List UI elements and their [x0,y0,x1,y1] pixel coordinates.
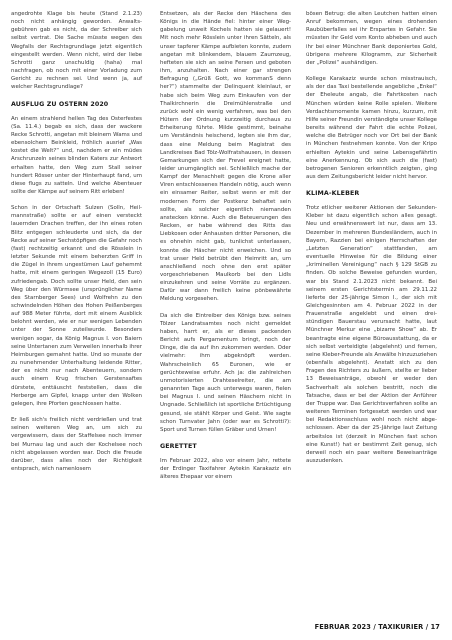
body-paragraph: Trotz etlicher weiterer Aktionen der Sekunden-Kleber ist dazu eigentlich schon alles gesagt. Neu und erwähnenswert ist nur, dass am 13. Dezember in mehreren Bundesländern, auch in Bayern, Razzien bei einigen Herrschaften der „Letzten Generation“ stattfanden, am eventuelle Hinweise für die Bildung einer „kriminellen Vereinigung“ nach § 129 StGB zu finden. Ob solche Beweise gefunden wurden, war bis Stand 2.1.2023 nicht bekannt. Bei seinem ersten Gerichtstermin am 29.11.22 lieferte der 25-jährige Simon I., der sich mit Gleichgesinnten am 4. Februar 2022 in der Frauenstraße angeklebt und einen dreistündigen Bauerstau verursacht hatte, laut Münchner Merkur eine „bizarre Show“ ab. Er beantragte eine eigene Büroausstattung, da er sich selbst verteidigte (abgelehnt) und fernen, seine Kleber-Freunde als Anwälte hinzuzuziehen (ebenfalls abgelehnt). Anstatt sich zu den Fragen des Richters zu äußern, stellte er lieber 13 Beweisanträge, obwohl er weder den Sachverhalt als solchen bestritt, noch die Tatsache, dass er bei der Aktion der Anführer der Truppe war. Das Gerichtsverfahren sollte an weiteren Terminen fortgesetzt werden und war bei Redaktionsschluss wohl noch nicht abgeschlossen. Aber da der 25-Jährige laut Zeitung arbeitslos ist (derzeit in München fast schon eine Kunst!) hat er bestimmt Zeit genug, sich derweil noch ein paar weitere Beweisanträge auszudenken. [306,205,437,464]
section-heading: KLIMA-KLEBER [306,190,360,198]
body-paragraph: angedrohte Klage bis heute (Stand 2.1.23) noch nicht anhängig geworden. Anwaltsgebühren gab es nicht, da der Schreiber sich selbst vertrat. Die Sache müsste wegen des Wegfalls der Rechtsgrundlage jetzt eigentlich eingestellt werden. Wenn nicht, wird der liebe Schrotti ganz unschuldig (haha) mal nachfragen, ob noch mit einer Vorladung zum Gericht zu rechnen sei. Und wenn ja, auf welcher Rechtsgrundlage? [11,11,142,91]
body-paragraph: Da sich die Eintreiber des Königs bzw. seines Tölzer Landratsamtes noch nicht gemeldet haben, harrt er, als er dieses packenden Bericht aufs Pergamentum bringt, noch der Dinge, die da auf ihn zukommen werden. Oder vielmehr: ihm abgeknöpft werden. Wahrscheinlich 65 Euronen, wie er gerüchteweise erfuhr. Ach ja: die zahlreichen unmotorisierten Drahteselreiter, die am genannten Tage auch unterwegs waren, fielen bei Magnus I. und seinen Häschern nicht in Ungnade. Schließlich ist sportliche Ertüchtigung gesund, sie stählt Körper und Geist. Wie sagte schon Turnvater Jahn (oder war es Schrotti?): Sport und Turnen füllen Gräber und Urnen! [160,312,291,433]
article-column-2 [160,10,291,481]
body-paragraph: bösen Betrug: die alten Leutchen hatten einen Anruf bekommen, wegen eines drohenden Raubüberfalles sei ihr Erspartes in Gefahr. Sie müssten ihr Geld vom Konto abheben und auch ihr bei einer Münchner Bank deponiertes Gold, übrigens mehrere Kilogramm, zur Sicherheit der „Polizei“ aushändigen. [306,11,437,66]
body-paragraph: Kollege Karakaziz wurde schon misstrauisch, als der das Taxi bestellende angebliche „Enkel“ der Eheleute angab, die Fahrtkosten nach München würden keine Rolle spielen. Weitere Verdachtsmomente kamen hinzu, kurzum, mit Hilfe seiner Freundin verständigte unser Kollege bereits während der Fahrt die echte Polizei, welche die Betrüger noch vor Ort bei der Bank in München festnehmen konnte. Von der Kripo erhielten Aytekin und seine Lebensgefährtin eine Anerkennung. Ob sich auch die (fast) betrogenen Senioren erkenntlich zeigten, ging aus dem Zeitungsbericht leider nicht hervor. [306,76,437,180]
section-heading: GERETTET [160,442,197,450]
article-column-1 [11,10,142,473]
section-heading: AUSFLUG ZU OSTERN 2020 [11,100,109,108]
body-paragraph: An einem strahlend hellen Tag des Osterfestes (Sa. 11.4.) begab es sich, dass der wackere Recke Schrotti, angetan mit bleinem Wams und ebensolchem Beinkleid, fröhlich ausrief „Was kostet die Welt?“ und, nachdem er ein müdes Arschrunzeln seines blinden Katers zur Antwort erhalten hatte, den Weg zum Stall seiner hundert Rösser unter der Hinterhaupt fand, um diese flugs zu satteln. Und welche Abenteuer sollte der Kämpe auf seinem Ritt erleben! [11,115,142,195]
body-paragraph: Im Februar 2022, also vor einem Jahr, rettete der Erdinger Taxifahrer Aytekin Karakaziz ein älteres Ehepaar vor einem [160,457,291,481]
body-paragraph: Er ließ sich's freilich nicht verdrießen und trat seinen weiteren Weg an, um sich zu vergewissern, dass der Staffelsee noch immer bei Murnau lag und auch der Kochelsee noch nicht abgelassen worden war. Doch die Freude darüber, dass alles noch der Richtigkeit entsprach, wich namenlosem [11,417,142,472]
body-paragraph: Entsetzen, als der Recke den Häschens des Königs in die Hände fiel: hinter einer Weggabelung unweit Kochels hatten sie gelauert! Mit noch mehr Rösslein unter ihren Sätteln, als unser tapferer Kämpe aufbieten konnte, zudem angetan mit blinkendem, blauem Zaumzeug, hefteten sie sich an seine Fersen und geboten ihm, anzuhalten. Nach einer gar strengen Befragung („Grüß Gott, wo kommanS denn her?“) stammelte der Delinquent kleinlaut, er habe sich beim Weg zum Einkaufen von der Thalkirchnerin die Dreimühlenstraße und zurück wohl ein wenig verfahren, was bei den Hütern der Ordnung kurzzeitig durchaus zu Erheiterung führte. Milde gestimmt, beinahe um Verständnis heischend, legten sie ihm dar, dass eine Meldung beim Magistrat des Landkreises Bad Tölz-Wolfratshausen, in dessen Gemarkungen sich der Frevel ereignet hatte, leider unumgänglich sei. Schließlich mache der Kampf der Menschheit gegen die Krone aller Viren entschlossenes Handeln nötig, auch wenn ein einsamer Reiter, selbst wenn er mit der modernen Form der Postkenz behaftet sein sollte, als solcher eigentlich niemanden anstecken könne. Auch die Beteuerungen des Recken, er habe während des Ritts das Liebkosen oder Anhausten dritter Personen, die es ohnehin nicht gab, tunlichst unterlassen, konnte die Häscher nicht erweichen. Und so trat unser Held betrübt den Heimritt an, um anschließend noch ohne den erst später vorgeschriebenen Maulkorb bei den Lidls einzukehren und seine Vorräte zu ergänzen. Dafür war dann freilich keine pönbewährte Meldung vorgesehen. [160,11,291,303]
page-footer: FEBRUAR 2023 / TAXIKURIER / 17 [314,623,440,631]
article-column-3 [306,10,437,465]
body-paragraph: Schon in der Ortschaft Sulzen (Solln, Heilmannstraße) sollte er auf einen versteckt lauernden Drachen treffen, der ihn eines roten Blitz entgegen schleuderte und sich, da der Recke auf seiner Sechstöpfigen die Gefahr noch (fast) rechtzeitig erkannt und die Rösslein in letzter Sekunde mit einem beherzten Griff in die Zügel in ihrem ungestümen Lauf gehemmt hatte, mit einem geringen Wegezoll (15 Euro) zufriedengab. Doch sollte unser Held, den sein Weg über den Würmsee (ursprünglicher Name des Starnberger Sees) und Wolfrehn zu den schwindelnden Höhen des Hohen Peißenberges auf 988 Meter führte, dort mit einem Ausblick belohnt werden, wie er nur wenigen Lebenden unter der Sonne zuteilwurde. Besonders wenigen sogar, da König Magnus I. von Baiern seine Untertanen zum Verweilen innerhalb ihrer Heimburgen gemahnt hatte. Und so musste der zu nunehmender Unterhaltung leidende Ritter, der es nicht nur nach Abenteuern, sondern auch einem Krug frischen Gerstensaftes dürstete, enttäuscht feststellen, dass die Herberge am Gipfel, knapp unter den Wolken gelegen, ihre Pforten geschlossen hatte. [11,205,142,407]
